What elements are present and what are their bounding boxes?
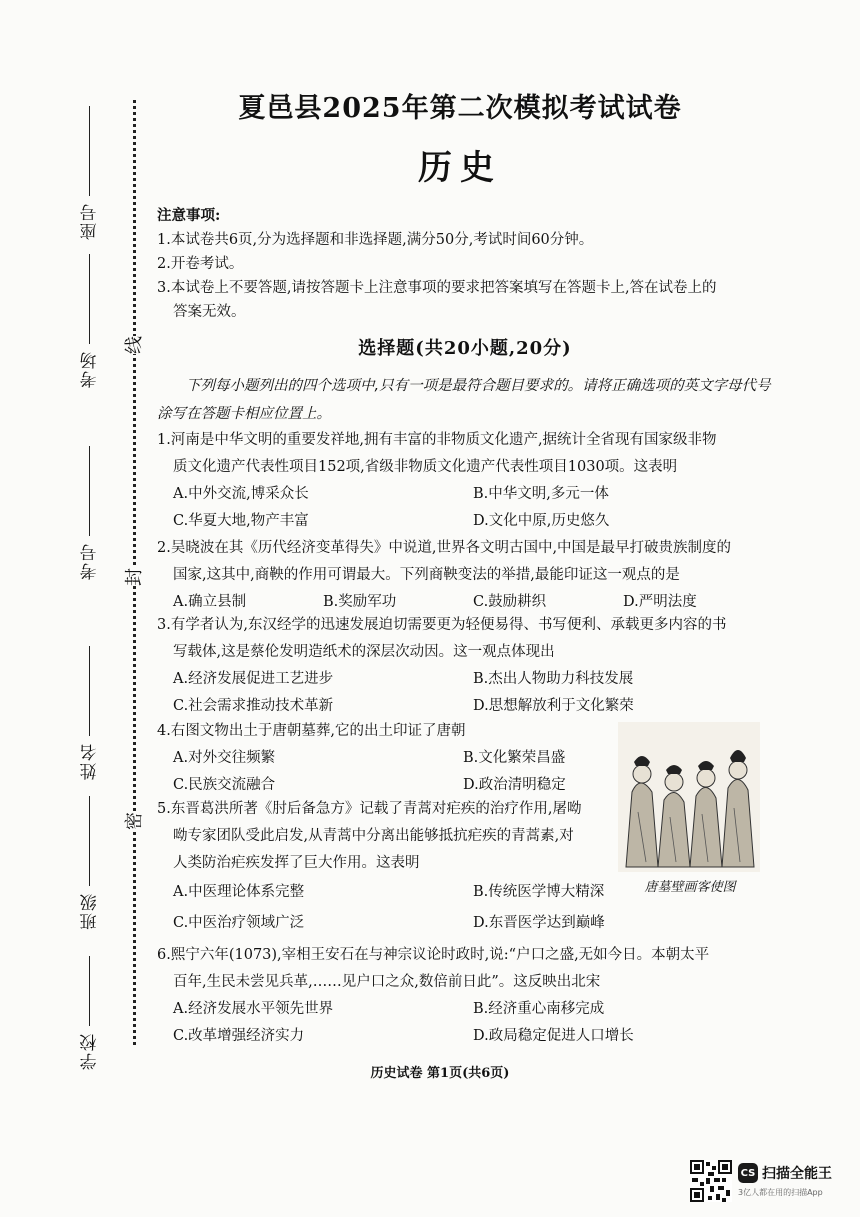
name-field xyxy=(70,640,110,780)
question-stem: 3.有学者认为,东汉经学的迅速发展迫切需要更为轻便易得、书写便利、承载更多内容的书 xyxy=(157,617,727,633)
subject-title: 历史 xyxy=(418,148,502,188)
question-stem-cont: 呦专家团队受此启发,从青蒿中分离出能够抵抗疟疾的青蒿素,对 xyxy=(173,828,574,844)
exam-title: 夏邑县2025年第二次模拟考试试卷 xyxy=(238,93,682,124)
scanner-watermark xyxy=(690,1160,840,1204)
option-b: B.杰出人物助力科技发展 xyxy=(473,671,634,687)
option-b: B.文化繁荣昌盛 xyxy=(463,750,566,766)
option-c: C.民族交流融合 xyxy=(173,777,276,793)
qr-code-icon xyxy=(690,1160,732,1202)
exam-no-field xyxy=(70,440,110,580)
class-label: 班级 xyxy=(80,892,101,930)
option-d: D.政治清明稳定 xyxy=(463,777,566,793)
question-6 xyxy=(157,942,782,1050)
option-c: C.中医治疗领域广泛 xyxy=(173,915,305,931)
question-3 xyxy=(157,612,782,720)
brand-tagline: 3亿人都在用的扫描App xyxy=(738,1188,823,1197)
notice-item: 1.本试卷共6页,分为选择题和非选择题,满分50分,考试时间60分钟。 xyxy=(157,232,594,248)
question-4 xyxy=(157,718,633,799)
option-a: A.中外交流,博采众长 xyxy=(173,486,309,502)
seat-label: 座号 xyxy=(80,202,101,240)
question-1 xyxy=(157,427,782,535)
tang-mural-image xyxy=(618,722,760,872)
school-label: 学校 xyxy=(80,1032,101,1070)
exam-no-label: 考号 xyxy=(80,542,101,580)
brand-name: 扫描全能王 xyxy=(762,1166,832,1182)
question-stem: 6.熙宁六年(1073),宰相王安石在与神宗议论时政时,说:“户口之盛,无如今日。本朝太平 xyxy=(157,947,710,963)
cs-logo-icon: CS xyxy=(738,1163,758,1183)
name-label: 姓名 xyxy=(80,742,101,780)
option-a: A.经济发展促进工艺进步 xyxy=(173,671,334,687)
option-d: D.政局稳定促进人口增长 xyxy=(473,1028,634,1044)
notice-item: 3.本试卷上不要答题,请按答题卡上注意事项的要求把答案填写在答题卡上,答在试卷上的 xyxy=(157,280,717,296)
question-2 xyxy=(157,535,782,616)
option-a: A.对外交往频繁 xyxy=(173,750,276,766)
option-c: C.社会需求推动技术革新 xyxy=(173,698,334,714)
notice-block xyxy=(157,204,787,324)
question-stem-cont: 写载体,这是蔡伦发明造纸术的深层次动因。这一观点体现出 xyxy=(173,644,555,660)
option-b: B.传统医学博大精深 xyxy=(473,884,605,900)
question-stem: 5.东晋葛洪所著《肘后备急方》记载了青蒿对疟疾的治疗作用,屠呦 xyxy=(157,801,582,817)
section-instruction: 下列每小题列出的四个选项中,只有一项是最符合题目要求的。请将正确选项的英文字母代号涂写在答题卡相应位置上。 xyxy=(157,378,771,422)
option-a: A.确立县制 xyxy=(173,594,247,610)
option-d: D.东晋医学达到巅峰 xyxy=(473,915,605,931)
notice-heading: 注意事项: xyxy=(157,207,221,224)
option-d: D.思想解放利于文化繁荣 xyxy=(473,698,634,714)
school-field xyxy=(70,950,110,1070)
seal-secret-char: 密 xyxy=(118,812,148,830)
option-d: D.严明法度 xyxy=(623,594,697,610)
notice-item: 2.开卷考试。 xyxy=(157,256,244,272)
question-stem: 1.河南是中华文明的重要发祥地,拥有丰富的非物质文化遗产,据统计全省现有国家级非物 xyxy=(157,432,717,448)
question-stem: 4.右图文物出土于唐朝墓葬,它的出土印证了唐朝 xyxy=(157,723,466,739)
exam-room-label: 考场 xyxy=(80,350,101,388)
seal-line-char: 线 xyxy=(118,336,148,354)
question-stem-cont: 人类防治疟疾发挥了巨大作用。这表明 xyxy=(173,855,420,871)
option-b: B.经济重心南移完成 xyxy=(473,1001,605,1017)
option-c: C.华夏大地,物产丰富 xyxy=(173,513,309,529)
class-field xyxy=(70,790,110,930)
option-b: B.中华文明,多元一体 xyxy=(473,486,609,502)
option-b: B.奖励军功 xyxy=(323,594,397,610)
question-stem-cont: 质文化遗产代表性项目152项,省级非物质文化遗产代表性项目1030项。这表明 xyxy=(173,459,678,475)
notice-item: 答案无效。 xyxy=(173,304,246,320)
option-d: D.文化中原,历史悠久 xyxy=(473,513,610,529)
seal-seal-char: 封 xyxy=(118,568,148,586)
option-a: A.经济发展水平领先世界 xyxy=(173,1001,334,1017)
question-stem-cont: 百年,生民未尝见兵革,……见户口之众,数倍前日此”。这反映出北宋 xyxy=(173,974,601,990)
option-c: C.鼓励耕织 xyxy=(473,594,547,610)
figure-caption: 唐墓壁画客使图 xyxy=(644,880,736,895)
question-stem-cont: 国家,这其中,商鞅的作用可谓最大。下列商鞅变法的举措,最能印证这一观点的是 xyxy=(173,567,680,583)
question-stem: 2.吴晓波在其《历代经济变革得失》中说道,世界各文明古国中,中国是最早打破贵族制度的 xyxy=(157,540,732,556)
page-footer: 历史试卷 第1页(共6页) xyxy=(370,1066,510,1081)
exam-room-field xyxy=(70,248,110,388)
section-title: 选择题(共20小题,20分) xyxy=(358,338,572,359)
option-c: C.改革增强经济实力 xyxy=(173,1028,305,1044)
option-a: A.中医理论体系完整 xyxy=(173,884,305,900)
seat-field xyxy=(70,100,110,240)
